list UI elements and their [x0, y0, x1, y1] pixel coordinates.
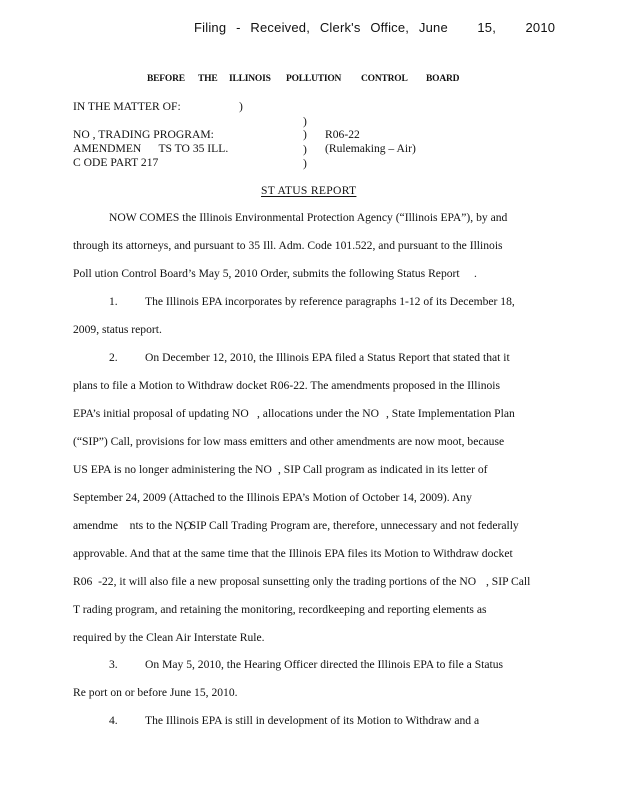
paragraph-2-line-1: On December 12, 2010, the Illinois EPA filed a Status Report that stated that it [145, 351, 510, 364]
header-office: Office, [370, 20, 410, 35]
paragraph-3-number: 3. [109, 658, 118, 671]
caption-paren: ) [303, 157, 307, 170]
paragraph-2-line-7b: , SIP Call Trading Program are, therefore, unnecessary and not federally [184, 519, 519, 532]
paragraph-2-line-6: September 24, 2009 (Attached to the Illinois EPA’s Motion of October 14, 2009). Any [73, 491, 472, 504]
caption-paren: ) [303, 128, 307, 141]
caption-line-1: NO , TRADING PROGRAM: [73, 128, 214, 141]
caption-paren: ) [303, 115, 307, 128]
paragraph-2-line-9a: R06 -22, it will also file a new proposal sunsetting only the trading portions of the NO [73, 575, 477, 588]
header-clerks: Clerk's [319, 20, 361, 35]
status-report-title: ST ATUS REPORT [261, 184, 357, 197]
paragraph-1-line-1: The Illinois EPA incorporates by reference paragraphs 1-12 of its December 18, [145, 295, 515, 308]
paragraph-2-line-2: plans to file a Motion to Withdraw docket R06-22. The amendments proposed in the Illinois [73, 379, 501, 392]
paragraph-2-line-11: required by the Clean Air Interstate Rule. [73, 631, 265, 644]
filing-header [194, 21, 555, 34]
paragraph-2-line-8: approvable. And that at the same time that the Illinois EPA files its Motion to Withdraw docket [73, 547, 513, 560]
board-word-illinois: ILLINOIS [229, 74, 271, 84]
paragraph-2-line-5b: , SIP Call program as indicated in its letter of [278, 463, 488, 476]
trailing-period: . [474, 267, 477, 280]
paragraph-3-line-1: On May 5, 2010, the Hearing Officer directed the Illinois EPA to file a Status [145, 658, 504, 671]
intro-line-1: NOW COMES the Illinois Environmental Protection Agency (“Illinois EPA”), by and [109, 211, 508, 224]
caption-rulemaking: (Rulemaking – Air) [325, 142, 416, 155]
paragraph-2-line-7a: amendme nts to the NO [73, 519, 192, 532]
paragraph-3-line-2: Re port on or before June 15, 2010. [73, 686, 238, 699]
paragraph-4-line-1: The Illinois EPA is still in development of its Motion to Withdraw and a [145, 714, 480, 727]
board-word-the: THE [198, 74, 218, 84]
paragraph-2-line-9b: , SIP Call [486, 575, 531, 588]
paragraph-4-number: 4. [109, 714, 118, 727]
caption-docket: R06-22 [325, 128, 360, 141]
header-date: June 15, 2010 [418, 20, 556, 35]
intro-line-2: through its attorneys, and pursuant to 35 Ill. Adm. Code 101.522, and pursuant to the Illinois [73, 239, 503, 252]
board-word-control: CONTROL [361, 74, 408, 84]
paragraph-2-line-4: (“SIP”) Call, provisions for low mass emitters and other amendments are now moot, because [73, 435, 505, 448]
board-word-board: BOARD [426, 74, 460, 84]
caption-paren: ) [239, 100, 243, 113]
paragraph-1-number: 1. [109, 295, 118, 308]
header-filing: Filing [194, 20, 227, 35]
board-word-before: BEFORE [147, 74, 185, 84]
paragraph-2-number: 2. [109, 351, 118, 364]
caption-paren: ) [303, 143, 307, 156]
caption-line-2: AMENDMEN TS TO 35 ILL. [73, 142, 229, 155]
caption-in-matter: IN THE MATTER OF: [73, 100, 181, 113]
paragraph-2-line-5a: US EPA is no longer administering the NO [73, 463, 272, 476]
caption-line-3: C ODE PART 217 [73, 156, 159, 169]
paragraph-2-line-3b: , allocations under the NO [257, 407, 380, 420]
intro-line-3: Poll ution Control Board’s May 5, 2010 Order, submits the following Status Report [73, 267, 460, 280]
board-word-pollution: POLLUTION [286, 74, 342, 84]
paragraph-2-line-10: T rading program, and retaining the monitoring, recordkeeping and reporting elements as [73, 603, 487, 616]
paragraph-1-line-2: 2009, status report. [73, 323, 162, 336]
paragraph-2-line-3a: EPA’s initial proposal of updating NO [73, 407, 249, 420]
paragraph-2-line-3c: , State Implementation Plan [386, 407, 515, 420]
header-received: - Received, [236, 20, 311, 35]
